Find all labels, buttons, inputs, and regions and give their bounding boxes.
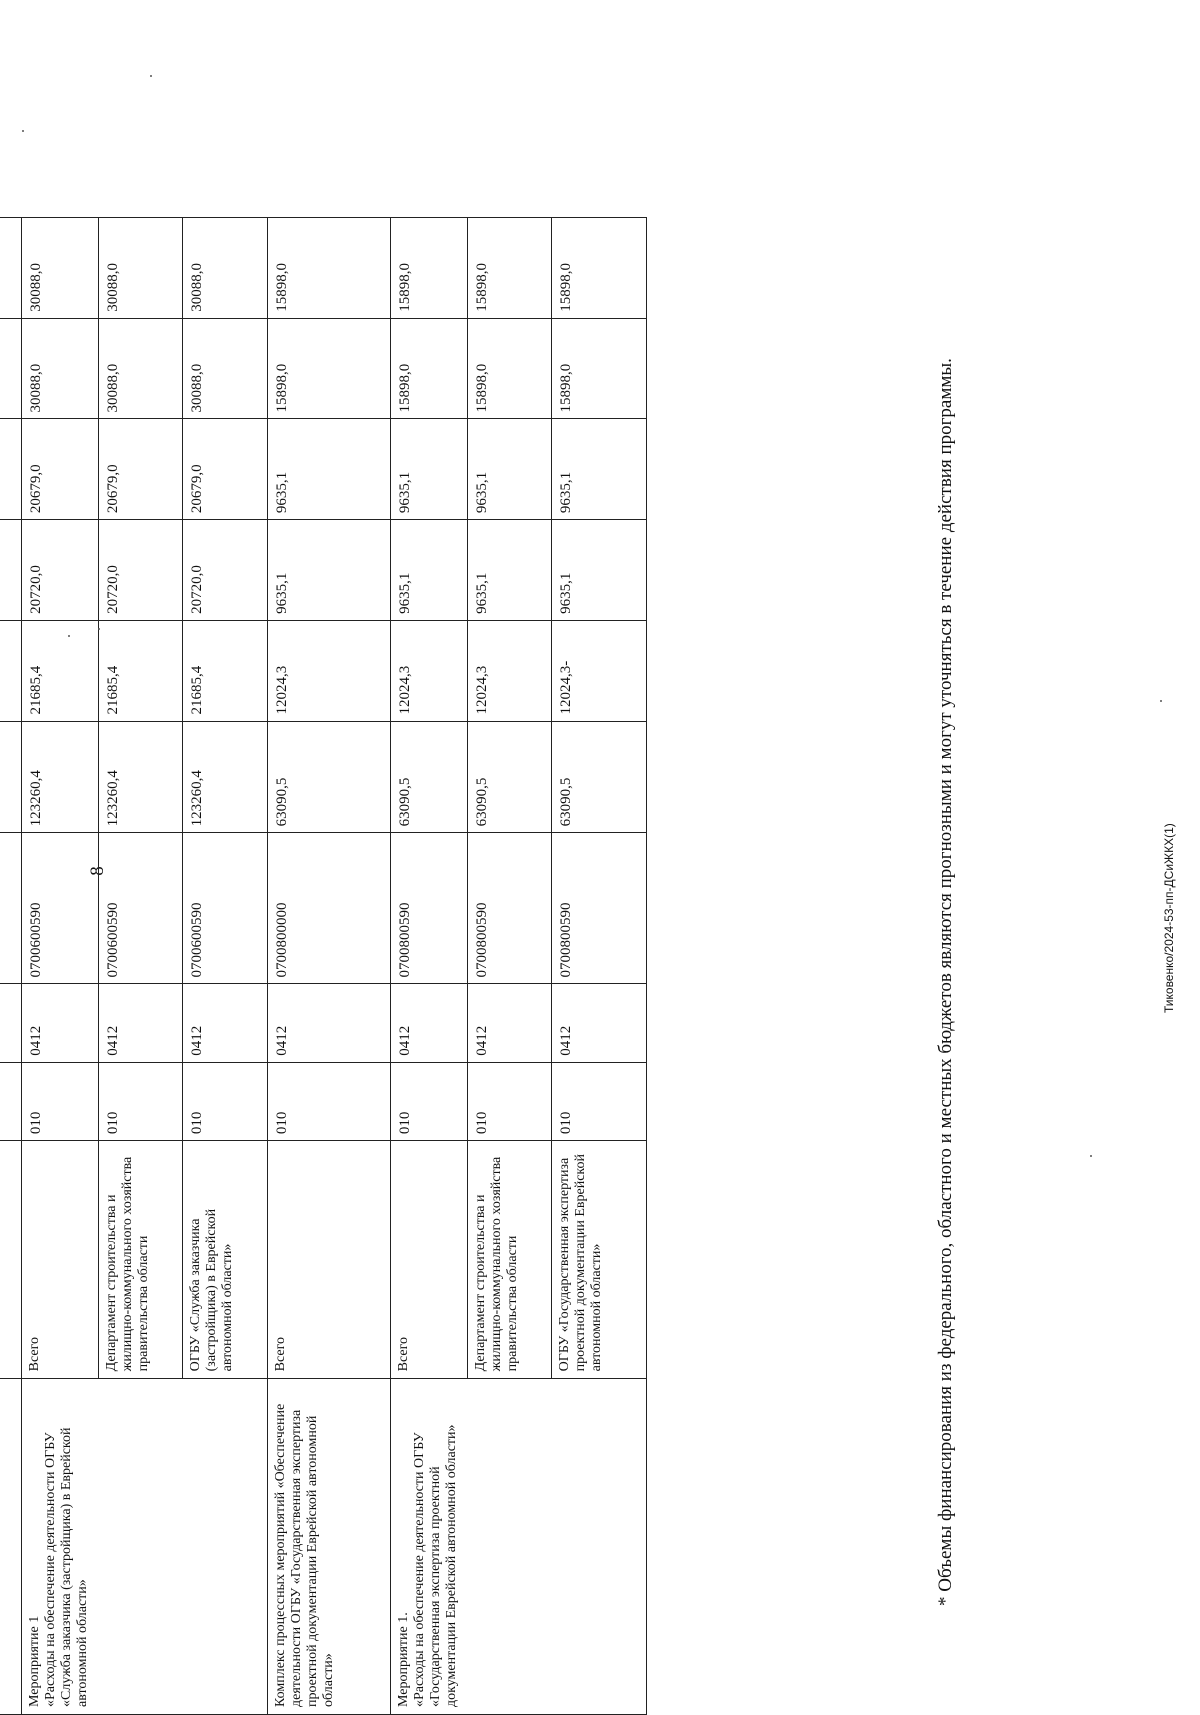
value-cell: 0700600590 bbox=[22, 833, 99, 984]
value-cell: 0412 bbox=[552, 984, 647, 1062]
value-cell: 9635,1 bbox=[467, 419, 551, 520]
value-cell: 63090,5 bbox=[267, 721, 390, 833]
scan-speck bbox=[68, 635, 70, 637]
value-cell: 63090,5 bbox=[552, 721, 647, 833]
value-cell: 30088,0 bbox=[22, 218, 99, 319]
value-cell: 123260,4 bbox=[183, 721, 267, 833]
value-cell: 0700600590 bbox=[183, 833, 267, 984]
item-name-cell bbox=[183, 1379, 267, 1715]
table-row bbox=[22, 218, 99, 1715]
value-cell: 30088,0 bbox=[183, 218, 267, 319]
value-cell: 010 bbox=[22, 1062, 99, 1140]
item-name-cell: Мероприятие 1. «Расходы на обеспечение деятельности ОГБУ «Государственная экспертиза проектной документации Еврейской автономной области» bbox=[391, 1379, 468, 1715]
value-cell: 010 bbox=[391, 1062, 468, 1140]
value-cell: 15898,0 bbox=[391, 318, 468, 419]
value-cell: 9635,1 bbox=[552, 520, 647, 621]
item-name-cell: Мероприятие 1 «Расходы на обеспечение деятельности ОГБУ «Служба заказчика (застройщика) в Еврейской автономной области» bbox=[22, 1379, 99, 1715]
value-cell: 0700800000 bbox=[267, 833, 390, 984]
value-cell: 9635,1 bbox=[467, 520, 551, 621]
executor-cell: ОГБУ «Государственная экспертиза проектной документации Еврейской автономной области» bbox=[552, 1141, 647, 1379]
executor-cell: Всего bbox=[391, 1141, 468, 1379]
value-cell: 12024,3- bbox=[552, 620, 647, 721]
value-cell: 63090,5 bbox=[391, 721, 468, 833]
table-row bbox=[0, 218, 22, 1715]
value-cell bbox=[0, 984, 22, 1062]
executor-cell: ОГБУ «Служба заказчика (застройщика) в Еврейской автономной области» bbox=[183, 1141, 267, 1379]
value-cell: 0700800590 bbox=[552, 833, 647, 984]
value-cell: 12024,3 bbox=[267, 620, 390, 721]
table-row bbox=[467, 218, 551, 1715]
value-cell: 0412 bbox=[22, 984, 99, 1062]
value-cell: 21685,4 bbox=[22, 620, 99, 721]
financing-table-container bbox=[0, 217, 647, 1715]
value-cell: 0412 bbox=[99, 984, 183, 1062]
value-cell bbox=[0, 419, 22, 520]
value-cell: 20679,0 bbox=[183, 419, 267, 520]
value-cell: 20679,0 bbox=[99, 419, 183, 520]
value-cell: 30088,0 bbox=[99, 318, 183, 419]
table-body bbox=[0, 218, 647, 1715]
value-cell: 30088,0 bbox=[183, 318, 267, 419]
value-cell: 15898,0 bbox=[552, 218, 647, 319]
value-cell: 15898,0 bbox=[552, 318, 647, 419]
value-cell: 20679,0 bbox=[22, 419, 99, 520]
value-cell: 20720,0 bbox=[183, 520, 267, 621]
value-cell: 0700600590 bbox=[99, 833, 183, 984]
value-cell: 010 bbox=[552, 1062, 647, 1140]
scan-speck bbox=[1160, 700, 1162, 702]
value-cell: 0412 bbox=[183, 984, 267, 1062]
value-cell: 15898,0 bbox=[391, 218, 468, 319]
value-cell: 21685,4 bbox=[99, 620, 183, 721]
value-cell: 0412 bbox=[467, 984, 551, 1062]
footnote bbox=[933, 158, 1063, 1648]
value-cell: 0700800590 bbox=[391, 833, 468, 984]
table-row bbox=[183, 218, 267, 1715]
value-cell: 9635,1 bbox=[552, 419, 647, 520]
value-cell: 63090,5 bbox=[467, 721, 551, 833]
page-number: 8 bbox=[86, 866, 108, 876]
value-cell: 9635,1 bbox=[391, 520, 468, 621]
value-cell: 0412 bbox=[267, 984, 390, 1062]
value-cell: 9635,1 bbox=[267, 520, 390, 621]
value-cell: 010 bbox=[267, 1062, 390, 1140]
value-cell: 20720,0 bbox=[22, 520, 99, 621]
value-cell: 9635,1 bbox=[391, 419, 468, 520]
scan-speck bbox=[98, 628, 100, 630]
financing-table bbox=[0, 217, 647, 1715]
document-id: Тиковенко/2024-53-пп-ДСиЖКХ(1) bbox=[1162, 823, 1176, 1013]
value-cell: 30088,0 bbox=[22, 318, 99, 419]
executor-cell bbox=[0, 1141, 22, 1379]
footnote-text: * Объемы финансирования из федерального, областного и местных бюджетов являются прогнозными и могут уточняться в течение действия программы. bbox=[935, 358, 956, 1606]
value-cell: 21685,4 bbox=[183, 620, 267, 721]
executor-cell: Всего bbox=[267, 1141, 390, 1379]
value-cell: 010 bbox=[99, 1062, 183, 1140]
value-cell: 15898,0 bbox=[467, 218, 551, 319]
item-name-cell bbox=[467, 1379, 551, 1715]
scan-speck bbox=[1090, 1155, 1092, 1157]
value-cell: 123260,4 bbox=[99, 721, 183, 833]
value-cell bbox=[0, 520, 22, 621]
table-row bbox=[267, 218, 390, 1715]
value-cell bbox=[0, 620, 22, 721]
value-cell bbox=[0, 833, 22, 984]
table-row bbox=[552, 218, 647, 1715]
scan-speck bbox=[150, 75, 152, 77]
value-cell: 010 bbox=[467, 1062, 551, 1140]
item-name-cell bbox=[552, 1379, 647, 1715]
value-cell: 9635,1 bbox=[267, 419, 390, 520]
value-cell: 0700800590 bbox=[467, 833, 551, 984]
item-name-cell bbox=[0, 1379, 22, 1715]
executor-cell: Департамент строительства и жилищно-коммунального хозяйства правительства области bbox=[99, 1141, 183, 1379]
value-cell bbox=[0, 1062, 22, 1140]
value-cell: 0412 bbox=[391, 984, 468, 1062]
value-cell: 010 bbox=[183, 1062, 267, 1140]
table-row bbox=[391, 218, 468, 1715]
executor-cell: Департамент строительства и жилищно-коммунального хозяйства правительства области bbox=[467, 1141, 551, 1379]
value-cell bbox=[0, 721, 22, 833]
item-name-cell: Комплекс процессных мероприятий «Обеспечение деятельности ОГБУ «Государственная экспертиза проектной документации Еврейской автономной области» bbox=[267, 1379, 390, 1715]
value-cell bbox=[0, 218, 22, 319]
item-name-cell bbox=[99, 1379, 183, 1715]
scan-speck bbox=[22, 130, 24, 132]
value-cell: 20720,0 bbox=[99, 520, 183, 621]
executor-cell: Всего bbox=[22, 1141, 99, 1379]
table-row bbox=[99, 218, 183, 1715]
value-cell: 30088,0 bbox=[99, 218, 183, 319]
value-cell: 15898,0 bbox=[267, 218, 390, 319]
value-cell bbox=[0, 318, 22, 419]
value-cell: 12024,3 bbox=[467, 620, 551, 721]
value-cell: 15898,0 bbox=[267, 318, 390, 419]
value-cell: 15898,0 bbox=[467, 318, 551, 419]
value-cell: 12024,3 bbox=[391, 620, 468, 721]
value-cell: 123260,4 bbox=[22, 721, 99, 833]
